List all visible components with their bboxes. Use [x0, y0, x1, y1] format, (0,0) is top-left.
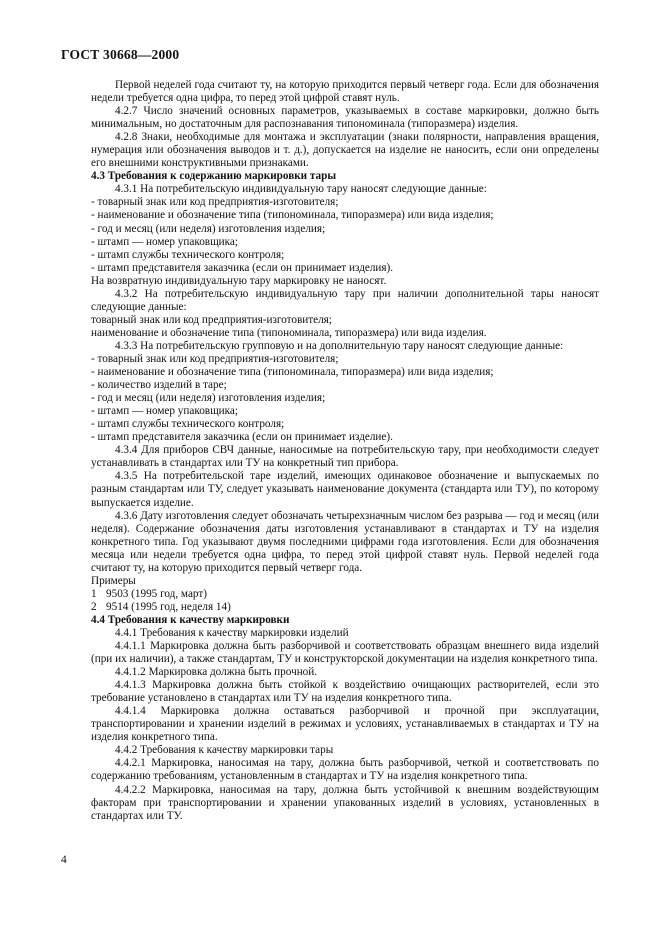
- paragraph: 4.3.3 На потребительскую групповую и на дополнительную тару наносят следующие данные:: [115, 339, 564, 352]
- page-number: 4: [61, 854, 67, 866]
- paragraph: 4.3.5 На потребительской таре изделий, имеющих одинаковое обозначение и выпускаемых по разным стандартам или ТУ, следует указывать наименование документа (стандарта или ТУ), по которому выпускается изделие.: [91, 470, 599, 509]
- document-header: ГОСТ 30668—2000: [61, 47, 180, 62]
- paragraph: 4.4.2.2 Маркировка, наносимая на тару, должна быть устойчивой к внешним воздействующим факторам при транспортировании и хранении упакованных изделий в условиях, установленных в стандартах или ТУ.: [91, 783, 599, 822]
- example-number: 2: [91, 600, 97, 613]
- list-item: - количество изделий в таре;: [91, 379, 227, 392]
- paragraph: Первой неделей года считают ту, на которую приходится первый четверг года. Если для обозначения недели требуется одна цифра, то перед этой цифрой ставят нуль.: [91, 79, 599, 105]
- paragraph: 4.4.2 Требования к качеству маркировки тары: [115, 744, 334, 757]
- list-item: - товарный знак или код предприятия-изготовителя;: [91, 196, 339, 209]
- paragraph: 4.3.6 Дату изготовления следует обозначать четырехзначным числом без разрыва — год и месяц (или неделя). Содержание обозначения даты изготовления устанавливают в стандартах и ТУ на изделия конкретного типа. Год указывают двумя последними цифрами года изготовления. Если для обозначения месяца или недели требуется одна цифра, то перед этой цифрой ставят нуль. Первой неделей года считают ту, на которую приходится первый четверг года.: [91, 509, 599, 574]
- list-item: - штамп представителя заказчика (если он принимает изделия).: [91, 261, 394, 274]
- example-number: 1: [91, 587, 97, 600]
- paragraph: 4.4.1.1 Маркировка должна быть разборчивой и соответствовать образцам внешнего вида изделий (при их наличии), а также стандартам, ТУ и конструкторской документации на изделия конкретного типа.: [91, 640, 599, 666]
- document-body: [91, 79, 599, 823]
- example-item: [91, 601, 599, 614]
- paragraph: 4.3.4 Для приборов СВЧ данные, наносимые на потребительскую тару, при необходимости следует устанавливать в стандартах или ТУ на конкретный тип прибора.: [91, 444, 599, 470]
- examples-label: Примеры: [91, 574, 136, 587]
- list-item: - год и месяц (или неделя) изготовления изделия;: [91, 222, 326, 235]
- section-heading: 4.4 Требования к качеству маркировки: [91, 613, 290, 626]
- example-item: [91, 588, 599, 601]
- section-heading: 4.3 Требования к содержанию маркировки тары: [91, 170, 337, 183]
- list-item: - штамп — номер упаковщика;: [91, 235, 239, 248]
- list-item: - штамп представителя заказчика (если он принимает изделие).: [91, 431, 393, 444]
- paragraph: 4.4.2.1 Маркировка, наносимая на тару, должна быть разборчивой, четкой и соответствовать по содержанию требованиям, установленным в стандартах и ТУ на изделия конкретного типа.: [91, 757, 599, 783]
- list-item: наименование и обозначение типа (типономинала, типоразмера) или вида изделия.: [91, 326, 487, 339]
- paragraph: 4.2.8 Знаки, необходимые для монтажа и эксплуатации (знаки полярности, направления вращения, нумерация или обозначения выводов и т. д.), допускается на изделие не наносить, если они определены его внешними конструктивными признаками.: [91, 131, 599, 170]
- list-item: - штамп — номер упаковщика;: [91, 405, 239, 418]
- list-item: - штамп службы технического контроля;: [91, 418, 285, 431]
- paragraph: 4.3.1 На потребительскую индивидуальную тару наносят следующие данные:: [115, 183, 487, 196]
- paragraph: 4.4.1.3 Маркировка должна быть стойкой к воздействию очищающих растворителей, если это требование установлено в стандартах или ТУ на изделия конкретного типа.: [91, 679, 599, 705]
- paragraph: 4.2.7 Число значений основных параметров, указываемых в составе маркировки, должно быть минимальным, но достаточным для распознавания типономинала (типоразмера) изделия.: [91, 105, 599, 131]
- list-item: - наименование и обозначение типа (типономинала, типоразмера) или вида изделия;: [91, 366, 494, 379]
- list-item: - штамп службы технического контроля;: [91, 248, 285, 261]
- example-text: 9514 (1995 год, неделя 14): [106, 600, 231, 613]
- paragraph: На возвратную индивидуальную тару маркировку не наносят.: [91, 274, 387, 287]
- paragraph: 4.4.1 Требования к качеству маркировки изделий: [115, 626, 349, 639]
- list-item: - наименование и обозначение типа (типономинала, типоразмера) или вида изделия;: [91, 209, 494, 222]
- paragraph: 4.3.2 На потребительскую индивидуальную тару при наличии дополнительной тары наносят следующие данные:: [91, 287, 599, 313]
- paragraph: 4.4.1.4 Маркировка должна оставаться разборчивой и прочной при эксплуатации, транспортировании и хранении изделий в режимах и условиях, устанавливаемых в стандартах и ТУ на изделия конкретного типа.: [91, 705, 599, 744]
- list-item: - год и месяц (или неделя) изготовления изделия;: [91, 392, 326, 405]
- paragraph: 4.4.1.2 Маркировка должна быть прочной.: [115, 666, 318, 679]
- list-item: товарный знак или код предприятия-изготовителя;: [91, 313, 332, 326]
- list-item: - товарный знак или код предприятия-изготовителя;: [91, 352, 339, 365]
- example-text: 9503 (1995 год, март): [106, 587, 207, 600]
